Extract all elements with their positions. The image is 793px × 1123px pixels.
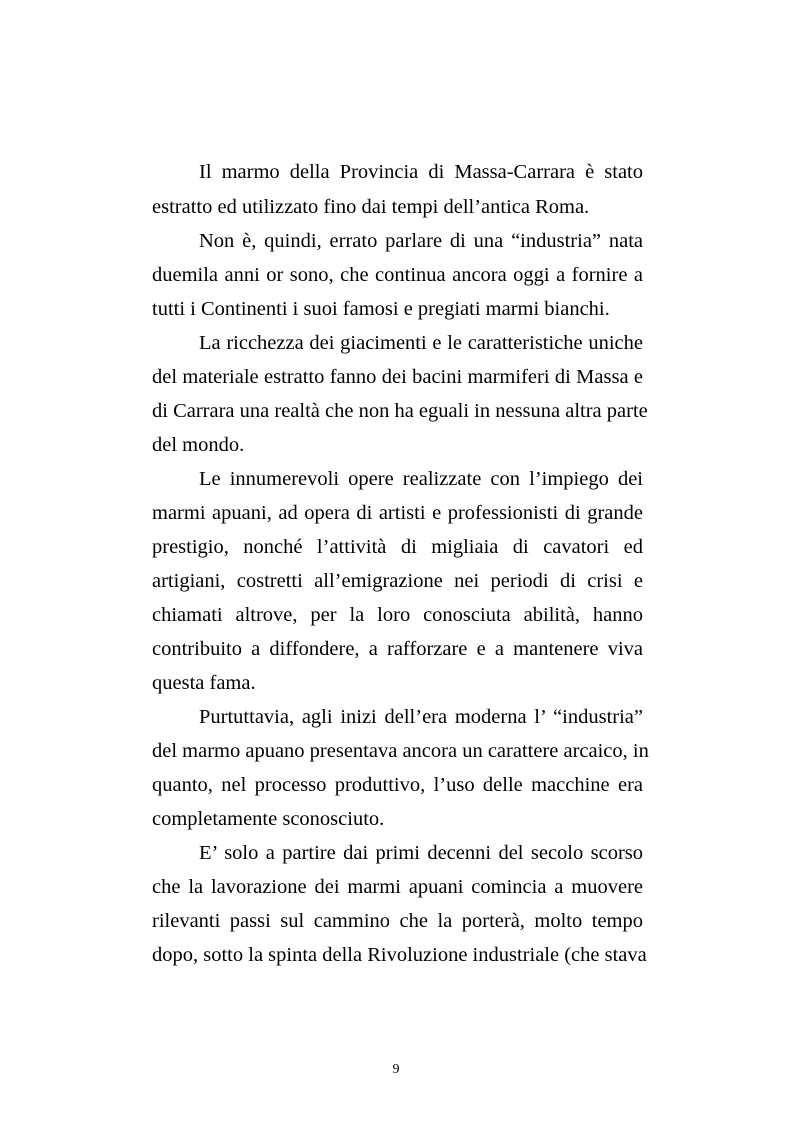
paragraph-3-line-3: di Carrara una realtà che non ha eguali in nessuna altra parte [152, 400, 648, 422]
paragraph-6-line-2: che la lavorazione dei marmi apuani comincia a muovere [152, 876, 643, 898]
paragraph-1-line-2: estratto ed utilizzato fino dai tempi dell’antica Roma. [152, 196, 590, 218]
paragraph-6-line-1: E’ solo a partire dai primi decenni del secolo scorso [199, 842, 643, 864]
paragraph-1-line-1: Il marmo della Provincia di Massa-Carrara è stato [199, 161, 643, 183]
paragraph-4-line-7: questa fama. [152, 672, 256, 694]
page-number: 9 [392, 1062, 400, 1077]
paragraph-2-line-1: Non è, quindi, errato parlare di una “industria” nata [199, 230, 643, 252]
paragraph-4-line-6: contribuito a diffondere, a rafforzare e a mantenere viva [152, 638, 643, 660]
paragraph-2-line-2: duemila anni or sono, che continua ancora oggi a fornire a [152, 264, 643, 286]
paragraph-4-line-4: artigiani, costretti all’emigrazione nei periodi di crisi e [152, 570, 643, 592]
paragraph-3-line-4: del mondo. [152, 434, 245, 456]
paragraph-3-line-2: del materiale estratto fanno dei bacini marmiferi di Massa e [152, 366, 643, 388]
paragraph-3-line-1: La ricchezza dei giacimenti e le caratteristiche uniche [199, 332, 643, 354]
paragraph-4-line-2: marmi apuani, ad opera di artisti e professionisti di grande [152, 502, 643, 524]
paragraph-4-line-3: prestigio, nonché l’attività di migliaia di cavatori ed [152, 536, 643, 558]
paragraph-4-line-5: chiamati altrove, per la loro conosciuta abilità, hanno [152, 604, 643, 626]
paragraph-6-line-4: dopo, sotto la spinta della Rivoluzione industriale (che stava [152, 944, 647, 966]
paragraph-5-line-2: del marmo apuano presentava ancora un carattere arcaico, in [152, 740, 649, 762]
paragraph-5-line-3: quanto, nel processo produttivo, l’uso delle macchine era [152, 774, 643, 796]
paragraph-5-line-4: completamente sconosciuto. [152, 808, 385, 830]
paragraph-2-line-3: tutti i Continenti i suoi famosi e pregiati marmi bianchi. [152, 298, 610, 320]
paragraph-4-line-1: Le innumerevoli opere realizzate con l’impiego dei [199, 468, 643, 490]
paragraph-5-line-1: Purtuttavia, agli inizi dell’era moderna l’ “industria” [199, 706, 643, 728]
paragraph-6-line-3: rilevanti passi sul cammino che la porterà, molto tempo [152, 910, 643, 932]
